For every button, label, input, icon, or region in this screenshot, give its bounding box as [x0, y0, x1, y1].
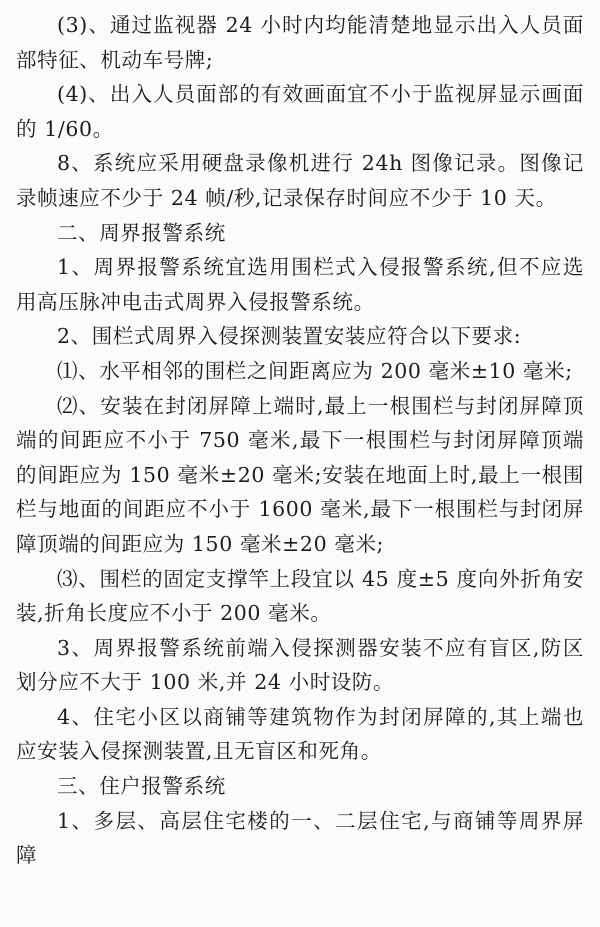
- sub-item-3-support-pole: ⑶、围栏的固定支撑竿上段宜以 45 度±5 度向外折角安装,折角长度应不小于 200 毫米。: [16, 566, 584, 626]
- item-4-face-ratio: (4)、出入人员面部的有效画面宜不小于监视屏显示画面的 1/60。: [16, 82, 584, 141]
- clause-1-perimeter-alarm: 1、周界报警系统宜选用围栏式入侵报警系统,但不应选用高压脉冲电击式周界入侵报警系统。: [16, 255, 584, 314]
- section-3-heading: 三、住户报警系统: [57, 774, 226, 799]
- clause-1-residential-floors: 1、多层、高层住宅楼的一、二层住宅,与商铺等周界屏障: [16, 808, 584, 868]
- clause-3-detector-coverage: 3、周界报警系统前端入侵探测器安装不应有盲区,防区划分应不大于 100 米,并 24 小时设防。: [16, 635, 584, 695]
- sub-item-2-fence-installation: ⑵、安装在封闭屏障上端时,最上一根围栏与封闭屏障顶端的间距应不小于 750 毫米,最下一根围栏与封闭屏障顶端的间距应为 150 毫米±20 毫米;安装在地面上时,最上一根围栏与地面的间距应不小于 1600 毫米,最下一根围栏与封闭屏障顶端的间距应为 150 毫米±20 毫米;: [16, 393, 584, 556]
- item-3-monitor-display: (3)、通过监视器 24 小时内均能清楚地显示出入人员面部特征、机动车号牌;: [16, 13, 584, 72]
- clause-4-shop-barrier: 4、住宅小区以商铺等建筑物作为封闭屏障的,其上端也应安装入侵探测装置,且无盲区和死角。: [16, 704, 584, 764]
- sub-item-1-fence-spacing: ⑴、水平相邻的围栏之间距离应为 200 毫米±10 毫米;: [57, 358, 573, 383]
- clause-8-recording: 8、系统应采用硬盘录像机进行 24h 图像记录。图像记录帧速应不少于 24 帧/秒,记录保存时间应不少于 10 天。: [16, 151, 584, 210]
- clause-2-fence-requirements: 2、围栏式周界入侵探测装置安装应符合以下要求:: [57, 324, 522, 349]
- section-2-heading: 二、周界报警系统: [57, 220, 226, 245]
